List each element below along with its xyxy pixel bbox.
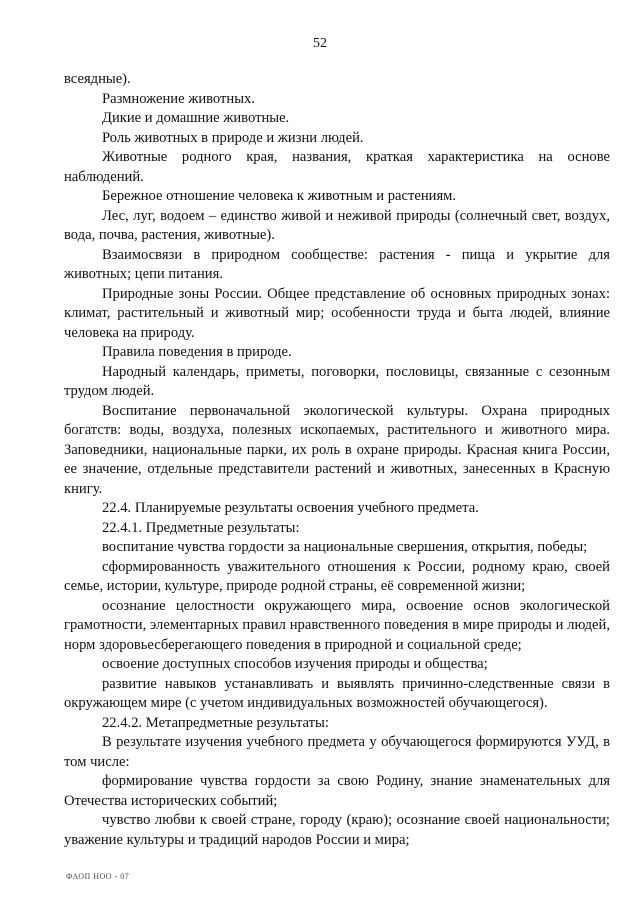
paragraph: осознание целостности окружающего мира, освоение основ экологической грамотности, элементарных правил нравственного поведения в мире природы и людей, норм здоровьесберегающего поведения в природной и социальной среде;: [64, 597, 610, 653]
page-number: 52: [313, 36, 327, 51]
paragraph: Лес, луг, водоем – единство живой и неживой природы (солнечный свет, воздух, вода, почва, растения, животные).: [64, 207, 610, 243]
section-heading: 22.4. Планируемые результаты освоения учебного предмета.: [102, 500, 479, 516]
paragraph: Роль животных в природе и жизни людей.: [102, 129, 364, 146]
subsection-heading: 22.4.2. Метапредметные результаты:: [102, 714, 329, 731]
subsection-heading: 22.4.1. Предметные результаты:: [102, 519, 300, 536]
paragraph: чувство любви к своей стране, городу (краю); осознание своей национальности; уважение культуры и традиций народов России и мира;: [64, 812, 610, 848]
paragraph: сформированность уважительного отношения к России, родному краю, своей семье, истории, культуре, природе родной страны, её современной жизни;: [64, 558, 610, 594]
paragraph: Правила поведения в природе.: [102, 344, 292, 360]
paragraph: всеядные).: [64, 71, 131, 87]
paragraph: Бережное отношение человека к животным и растениям.: [102, 188, 457, 204]
paragraph: Размножение животных.: [102, 90, 255, 107]
paragraph: Народный календарь, приметы, поговорки, пословицы, связанные с сезонным трудом людей.: [64, 363, 610, 399]
paragraph: освоение доступных способов изучения природы и общества;: [102, 656, 488, 672]
paragraph: развитие навыков устанавливать и выявлять причинно-следственные связи в окружающем мире (с учетом индивидуальных возможностей обучающегося).: [64, 675, 610, 711]
paragraph: Природные зоны России. Общее представление об основных природных зонах: климат, растительный и животный мир; особенности труда и быта людей, влияние человека на природу.: [64, 285, 610, 341]
paragraph: формирование чувства гордости за свою Родину, знание знаменательных для Отечества исторических событий;: [64, 773, 610, 809]
paragraph: воспитание чувства гордости за национальные свершения, открытия, победы;: [102, 539, 588, 555]
paragraph: Воспитание первоначальной экологической культуры. Охрана природных богатств: воды, воздуха, полезных ископаемых, растительного и животного мира. Заповедники, национальные парки, их роль в охране природы. Красная книга России, ее значение, отдельные представители растений и животных, занесенных в Красную книгу.: [64, 402, 610, 497]
footer-code: ФАОП НОО - 07: [66, 872, 130, 881]
paragraph: Животные родного края, названия, краткая характеристика на основе наблюдений.: [64, 149, 610, 185]
document-body: [64, 70, 610, 850]
paragraph: В результате изучения учебного предмета у обучающегося формируются УУД, в том числе:: [64, 734, 610, 770]
paragraph: Взаимосвязи в природном сообществе: растения - пища и укрытие для животных; цепи питания.: [64, 246, 610, 282]
paragraph: Дикие и домашние животные.: [102, 110, 290, 126]
